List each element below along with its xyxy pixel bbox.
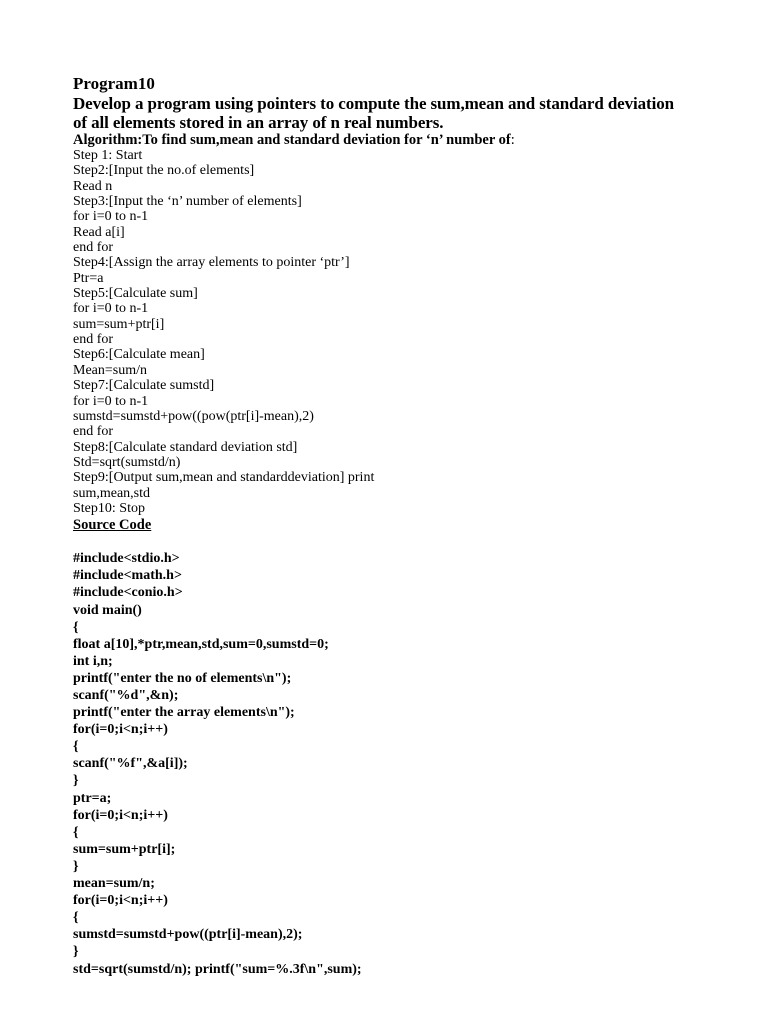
code-line: printf("enter the array elements\n"); — [73, 705, 295, 721]
code-line: { — [73, 619, 79, 635]
code-line: for(i=0;i<n;i++) — [73, 893, 168, 909]
code-line: printf("enter the no of elements\n"); — [73, 670, 292, 686]
code-line: #include<conio.h> — [73, 585, 183, 601]
program-title: Program10 — [73, 74, 155, 93]
algorithm-step: Ptr=a — [73, 270, 104, 286]
code-line: { — [73, 739, 79, 755]
algorithm-step: Step9:[Output sum,mean and standarddeviation] print — [73, 470, 375, 486]
code-line: { — [73, 910, 79, 926]
code-line: sumstd=sumstd+pow((ptr[i]-mean),2); — [73, 927, 303, 943]
code-line: ptr=a; — [73, 790, 112, 806]
code-line: for(i=0;i<n;i++) — [73, 807, 168, 823]
algorithm-step: for i=0 to n-1 — [73, 393, 149, 409]
source-code-title: Source Code — [73, 517, 152, 534]
algorithm-step: sum=sum+ptr[i] — [73, 316, 165, 332]
algorithm-step: sum,mean,std — [73, 485, 150, 501]
code-line: float a[10],*ptr,mean,std,sum=0,sumstd=0; — [73, 636, 329, 652]
algorithm-label — [73, 132, 733, 148]
code-line: } — [73, 773, 79, 789]
code-line: std=sqrt(sumstd/n); printf("sum=%.3f\n",sum); — [73, 961, 362, 977]
algorithm-step: Step5:[Calculate sum] — [73, 286, 198, 302]
code-line: int i,n; — [73, 653, 113, 669]
algorithm-step: Read a[i] — [73, 224, 125, 240]
algorithm-label-text: Algorithm:To find sum,mean and standard deviation for ‘n’ number of — [73, 132, 511, 148]
algorithm-step: end for — [73, 332, 114, 348]
algorithm-step: Step6:[Calculate mean] — [73, 347, 205, 363]
algorithm-step: Step4:[Assign the array elements to pointer ‘ptr’] — [73, 255, 350, 271]
code-line: scanf("%f",&a[i]); — [73, 756, 188, 772]
code-line: void main() — [73, 602, 142, 618]
algorithm-step: Step8:[Calculate standard deviation std] — [73, 439, 298, 455]
algorithm-step: end for — [73, 240, 114, 256]
code-line: mean=sum/n; — [73, 876, 155, 892]
algorithm-step: Step 1: Start — [73, 148, 143, 163]
algorithm-step: for i=0 to n-1 — [73, 301, 149, 317]
algorithm-step: Step7:[Calculate sumstd] — [73, 378, 215, 394]
blank-line — [73, 534, 733, 550]
heading-line-2: of all elements stored in an array of n real numbers. — [73, 113, 444, 132]
code-line: #include<math.h> — [73, 568, 182, 584]
heading-line-1: Develop a program using pointers to compute the sum,mean and standard deviation — [73, 94, 674, 113]
algorithm-step: Step10: Stop — [73, 500, 145, 516]
code-line: { — [73, 824, 79, 840]
code-line: scanf("%d",&n); — [73, 688, 179, 703]
code-line: } — [73, 944, 79, 960]
code-line: sum=sum+ptr[i]; — [73, 841, 176, 857]
algorithm-step: end for — [73, 424, 114, 440]
algorithm-step: for i=0 to n-1 — [73, 209, 149, 225]
algorithm-step: Step3:[Input the ‘n’ number of elements] — [73, 194, 302, 210]
code-line: for(i=0;i<n;i++) — [73, 722, 168, 738]
document-page — [73, 74, 733, 978]
algorithm-step: Mean=sum/n — [73, 362, 147, 378]
algorithm-step: Std=sqrt(sumstd/n) — [73, 454, 181, 470]
algorithm-label-tail: : — [510, 132, 515, 148]
code-line: #include<stdio.h> — [73, 551, 180, 567]
algorithm-step: Step2:[Input the no.of elements] — [73, 163, 255, 179]
code-line: } — [73, 858, 79, 874]
algorithm-step: sumstd=sumstd+pow((pow(ptr[i]-mean),2) — [73, 408, 314, 424]
algorithm-steps — [73, 148, 733, 516]
algorithm-step: Read n — [73, 178, 113, 194]
source-code-block — [73, 550, 733, 977]
